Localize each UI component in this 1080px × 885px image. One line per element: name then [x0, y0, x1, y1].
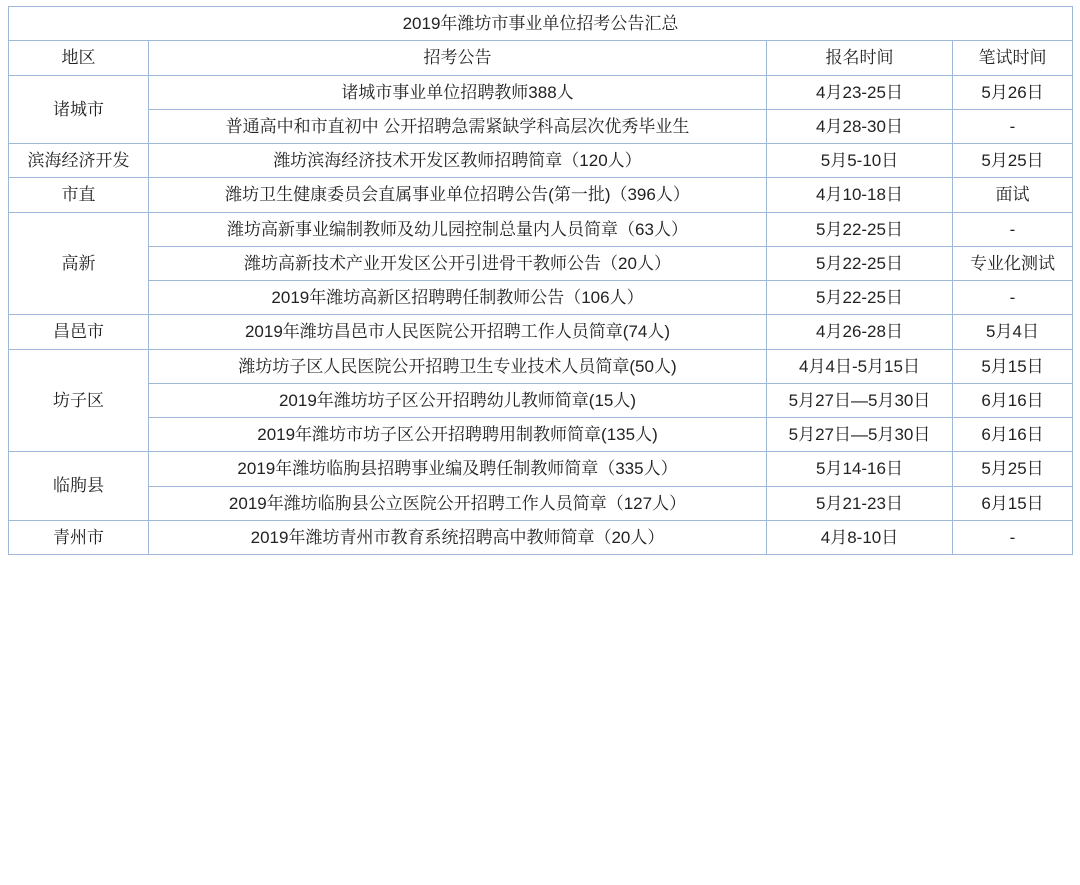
region-cell: 坊子区 — [9, 349, 149, 452]
notice-link[interactable]: 2019年潍坊昌邑市人民医院公开招聘工作人员简章(74人) — [149, 315, 767, 349]
table-row — [9, 212, 1073, 246]
table-row — [9, 246, 1073, 280]
exam-time-cell: - — [953, 212, 1073, 246]
column-header-notice: 招考公告 — [149, 41, 767, 75]
signup-time-cell: 5月22-25日 — [767, 281, 953, 315]
exam-time-cell: 5月25日 — [953, 144, 1073, 178]
column-header-signup-time: 报名时间 — [767, 41, 953, 75]
exam-time-cell: 5月4日 — [953, 315, 1073, 349]
region-cell: 市直 — [9, 178, 149, 212]
exam-time-cell: - — [953, 520, 1073, 554]
region-cell: 昌邑市 — [9, 315, 149, 349]
region-cell: 诸城市 — [9, 75, 149, 144]
exam-time-cell: 5月26日 — [953, 75, 1073, 109]
region-cell: 青州市 — [9, 520, 149, 554]
table-row — [9, 144, 1073, 178]
table-row — [9, 75, 1073, 109]
table-title-row — [9, 7, 1073, 41]
table-row — [9, 383, 1073, 417]
column-header-exam-time: 笔试时间 — [953, 41, 1073, 75]
notice-link[interactable]: 潍坊高新事业编制教师及幼儿园控制总量内人员简章（63人） — [149, 212, 767, 246]
signup-time-cell: 5月5-10日 — [767, 144, 953, 178]
table-row — [9, 109, 1073, 143]
exam-time-cell: - — [953, 109, 1073, 143]
table-row — [9, 349, 1073, 383]
exam-time-cell: 6月16日 — [953, 418, 1073, 452]
table-row — [9, 315, 1073, 349]
exam-time-cell: 5月25日 — [953, 452, 1073, 486]
signup-time-cell: 4月26-28日 — [767, 315, 953, 349]
notice-link[interactable]: 潍坊卫生健康委员会直属事业单位招聘公告(第一批)（396人） — [149, 178, 767, 212]
notice-link[interactable]: 潍坊坊子区人民医院公开招聘卫生专业技术人员简章(50人) — [149, 349, 767, 383]
exam-time-cell: 6月15日 — [953, 486, 1073, 520]
signup-time-cell: 5月27日—5月30日 — [767, 418, 953, 452]
exam-time-cell: 面试 — [953, 178, 1073, 212]
region-cell: 滨海经济开发 — [9, 144, 149, 178]
signup-time-cell: 5月22-25日 — [767, 212, 953, 246]
signup-time-cell: 4月28-30日 — [767, 109, 953, 143]
table-row — [9, 178, 1073, 212]
notice-link[interactable]: 潍坊高新技术产业开发区公开引进骨干教师公告（20人） — [149, 246, 767, 280]
column-header-region: 地区 — [9, 41, 149, 75]
signup-time-cell: 4月23-25日 — [767, 75, 953, 109]
exam-time-cell: 6月16日 — [953, 383, 1073, 417]
table-row — [9, 486, 1073, 520]
signup-time-cell: 4月4日-5月15日 — [767, 349, 953, 383]
table-row — [9, 452, 1073, 486]
exam-time-cell: - — [953, 281, 1073, 315]
notice-link[interactable]: 普通高中和市直初中 公开招聘急需紧缺学科高层次优秀毕业生 — [149, 109, 767, 143]
table-row — [9, 520, 1073, 554]
notice-link[interactable]: 2019年潍坊临朐县招聘事业编及聘任制教师简章（335人） — [149, 452, 767, 486]
page-title: 2019年潍坊市事业单位招考公告汇总 — [9, 7, 1073, 41]
exam-time-cell: 专业化测试 — [953, 246, 1073, 280]
notice-link[interactable]: 2019年潍坊临朐县公立医院公开招聘工作人员简章（127人） — [149, 486, 767, 520]
signup-time-cell: 4月8-10日 — [767, 520, 953, 554]
notice-link[interactable]: 2019年潍坊青州市教育系统招聘高中教师简章（20人） — [149, 520, 767, 554]
signup-time-cell: 5月27日—5月30日 — [767, 383, 953, 417]
notice-link[interactable]: 潍坊滨海经济技术开发区教师招聘简章（120人） — [149, 144, 767, 178]
table-header-row — [9, 41, 1073, 75]
announcement-table — [8, 6, 1073, 555]
notice-link[interactable]: 2019年潍坊坊子区公开招聘幼儿教师简章(15人) — [149, 383, 767, 417]
exam-time-cell: 5月15日 — [953, 349, 1073, 383]
table-row — [9, 418, 1073, 452]
signup-time-cell: 5月21-23日 — [767, 486, 953, 520]
table-row — [9, 281, 1073, 315]
signup-time-cell: 4月10-18日 — [767, 178, 953, 212]
notice-link[interactable]: 2019年潍坊市坊子区公开招聘聘用制教师简章(135人) — [149, 418, 767, 452]
notice-link[interactable]: 2019年潍坊高新区招聘聘任制教师公告（106人） — [149, 281, 767, 315]
region-cell: 临朐县 — [9, 452, 149, 521]
signup-time-cell: 5月22-25日 — [767, 246, 953, 280]
notice-link[interactable]: 诸城市事业单位招聘教师388人 — [149, 75, 767, 109]
region-cell: 高新 — [9, 212, 149, 315]
signup-time-cell: 5月14-16日 — [767, 452, 953, 486]
